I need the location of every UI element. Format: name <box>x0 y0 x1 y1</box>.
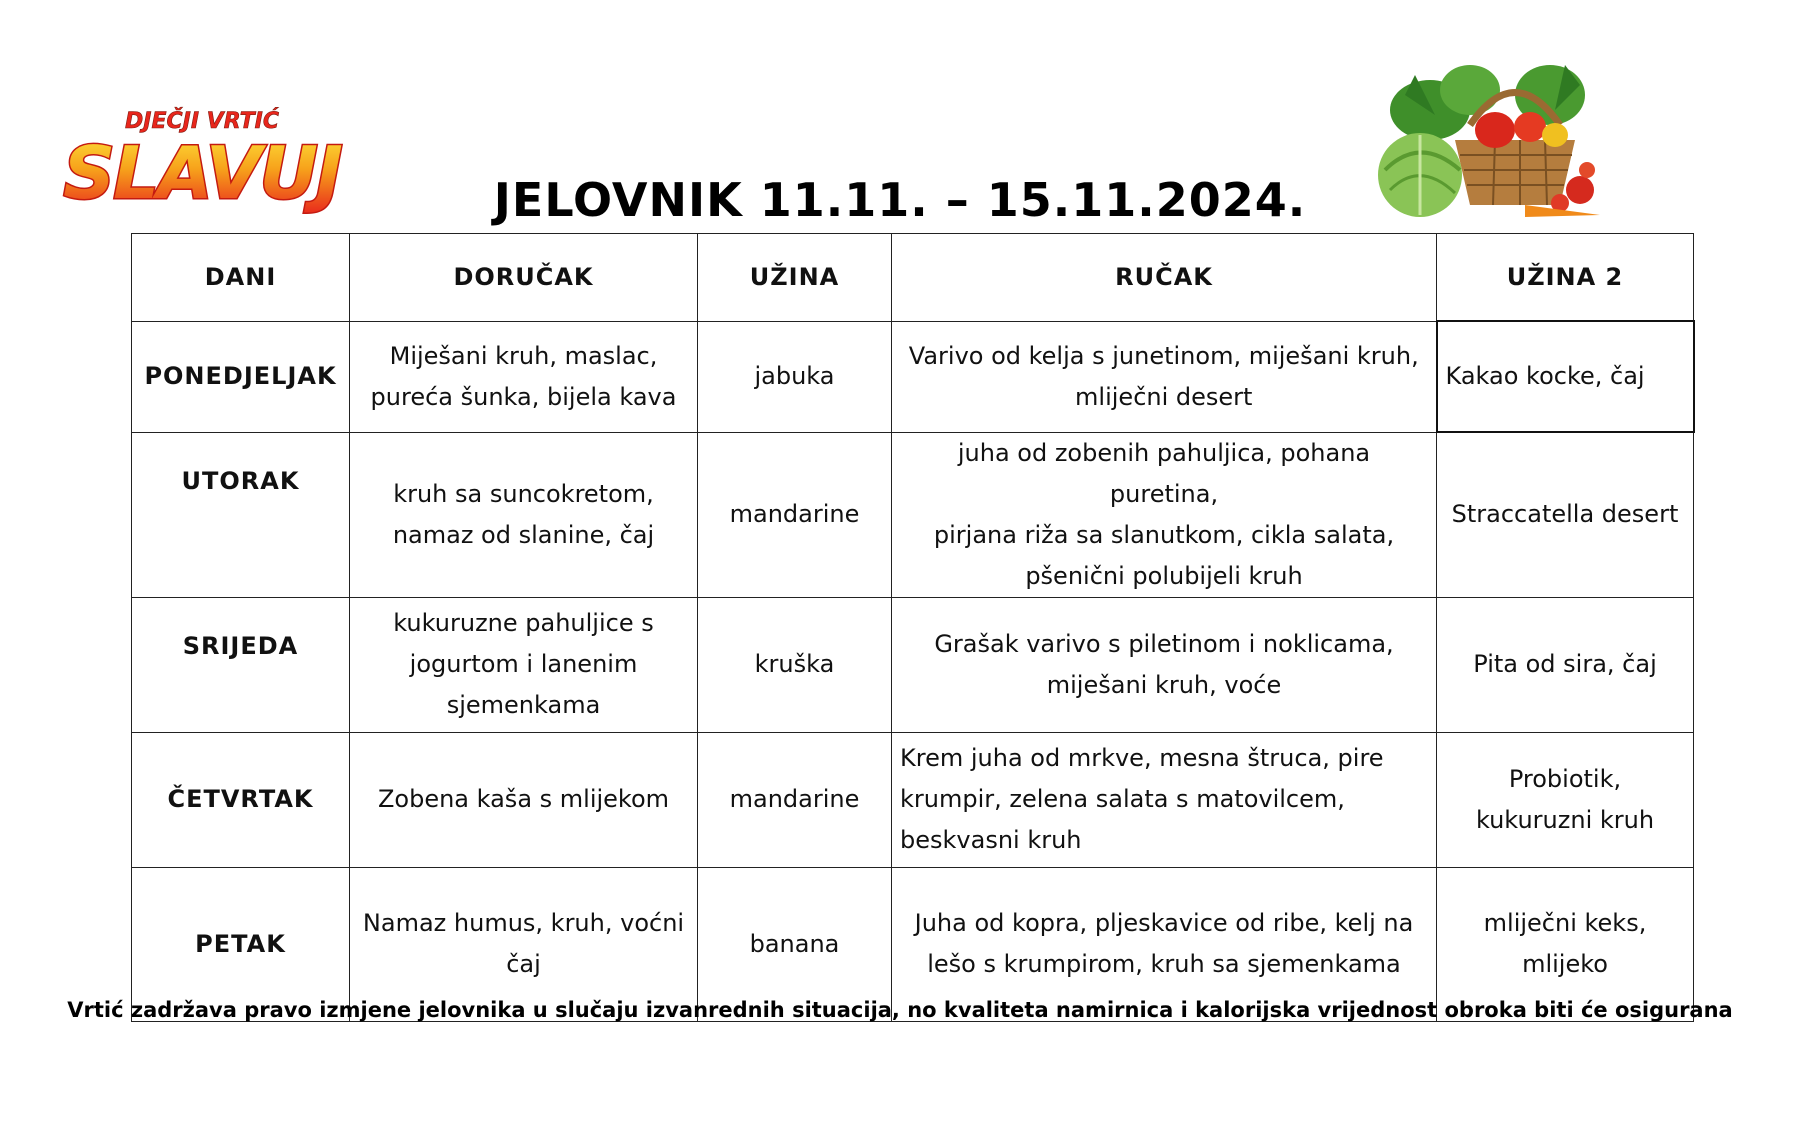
cell-line: kukuruzne pahuljice s <box>393 609 654 637</box>
snack-2-cell <box>1437 321 1694 432</box>
cell-line: sjemenkama <box>446 691 601 719</box>
lunch-cell <box>892 432 1437 597</box>
cell-line: pšenični polubijeli kruh <box>1025 561 1303 590</box>
cell-line: čaj <box>506 950 541 978</box>
lunch-cell <box>892 732 1437 867</box>
logo-main-text: SLAVUJ <box>63 131 341 215</box>
cell-line: Kakao kocke, čaj <box>1445 362 1645 390</box>
snack-cell: jabuka <box>698 321 892 432</box>
cell-line: beskvasni kruh <box>900 826 1082 854</box>
column-header-snack: UŽINA <box>698 234 892 322</box>
page-title: JELOVNIK 11.11. – 15.11.2024. <box>493 173 1307 227</box>
cell-line: mliječni keks, <box>1483 909 1647 937</box>
logo-top-text: DJEČJI VRTIĆ <box>125 109 279 134</box>
cell-line: Straccatella desert <box>1451 500 1679 529</box>
cell-line: Miješani kruh, maslac, <box>389 341 658 370</box>
cell-line: juha od zobenih pahuljica, pohana puretina, <box>957 438 1371 508</box>
cell-line: Probiotik, <box>1508 764 1622 793</box>
snack-cell: mandarine <box>698 432 892 597</box>
column-header-breakfast: DORUČAK <box>350 234 698 322</box>
breakfast-cell <box>350 597 698 732</box>
column-header-lunch: RUČAK <box>892 234 1437 322</box>
cell-line: mlijeko <box>1522 950 1608 978</box>
cell-line: jogurtom i lanenim <box>409 650 638 678</box>
footer-note: Vrtić zadržava pravo izmjene jelovnika u slučaju izvanrednih situacija, no kvaliteta namirnica i kalorijska vrijednost obroka biti će osigurana <box>67 998 1733 1022</box>
snack-2-cell <box>1437 597 1694 732</box>
column-header-days: DANI <box>132 234 350 322</box>
day-cell: UTORAK <box>132 432 350 597</box>
breakfast-cell <box>350 732 698 867</box>
cell-line: Zobena kaša s mlijekom <box>377 785 670 813</box>
snack-2-cell <box>1437 432 1694 597</box>
lunch-cell <box>892 597 1437 732</box>
breakfast-cell <box>350 432 698 597</box>
day-cell: PETAK <box>132 867 350 1021</box>
menu-table <box>131 233 1695 1022</box>
table-row <box>132 432 1694 597</box>
snack-cell: banana <box>698 867 892 1021</box>
day-cell: ČETVRTAK <box>132 732 350 867</box>
cell-line: namaz od slanine, čaj <box>392 520 655 549</box>
breakfast-cell <box>350 321 698 432</box>
cell-line: lešo s krumpirom, kruh sa sjemenkama <box>927 950 1401 978</box>
cell-line: pirjana riža sa slanutkom, cikla salata, <box>933 520 1395 549</box>
cell-line: miješani kruh, voće <box>1046 670 1282 699</box>
cell-line: Juha od kopra, pljeskavice od ribe, kelj na <box>914 909 1414 937</box>
column-header-snack-2: UŽINA 2 <box>1437 234 1694 322</box>
cell-line: Krem juha od mrkve, mesna štruca, pire <box>900 744 1384 772</box>
day-cell: PONEDJELJAK <box>132 321 350 432</box>
cell-line: kruh sa suncokretom, <box>393 479 654 508</box>
cell-line: mliječni desert <box>1075 382 1253 411</box>
cell-line: Grašak varivo s piletinom i noklicama, <box>934 629 1394 658</box>
table-row <box>132 597 1694 732</box>
table-row <box>132 321 1694 432</box>
cell-line: Namaz humus, kruh, voćni <box>362 909 685 937</box>
table-row <box>132 732 1694 867</box>
snack-2-cell <box>1437 732 1694 867</box>
day-cell: SRIJEDA <box>132 597 350 732</box>
cell-line: krumpir, zelena salata s matovilcem, <box>900 785 1345 813</box>
cell-line: Pita od sira, čaj <box>1473 650 1657 678</box>
cell-line: pureća šunka, bijela kava <box>370 382 677 411</box>
table-header-row <box>132 234 1694 322</box>
cell-line: Varivo od kelja s junetinom, miješani kruh, <box>908 341 1419 370</box>
lunch-cell <box>892 321 1437 432</box>
snack-cell: kruška <box>698 597 892 732</box>
snack-cell: mandarine <box>698 732 892 867</box>
cell-line: kukuruzni kruh <box>1475 805 1655 834</box>
